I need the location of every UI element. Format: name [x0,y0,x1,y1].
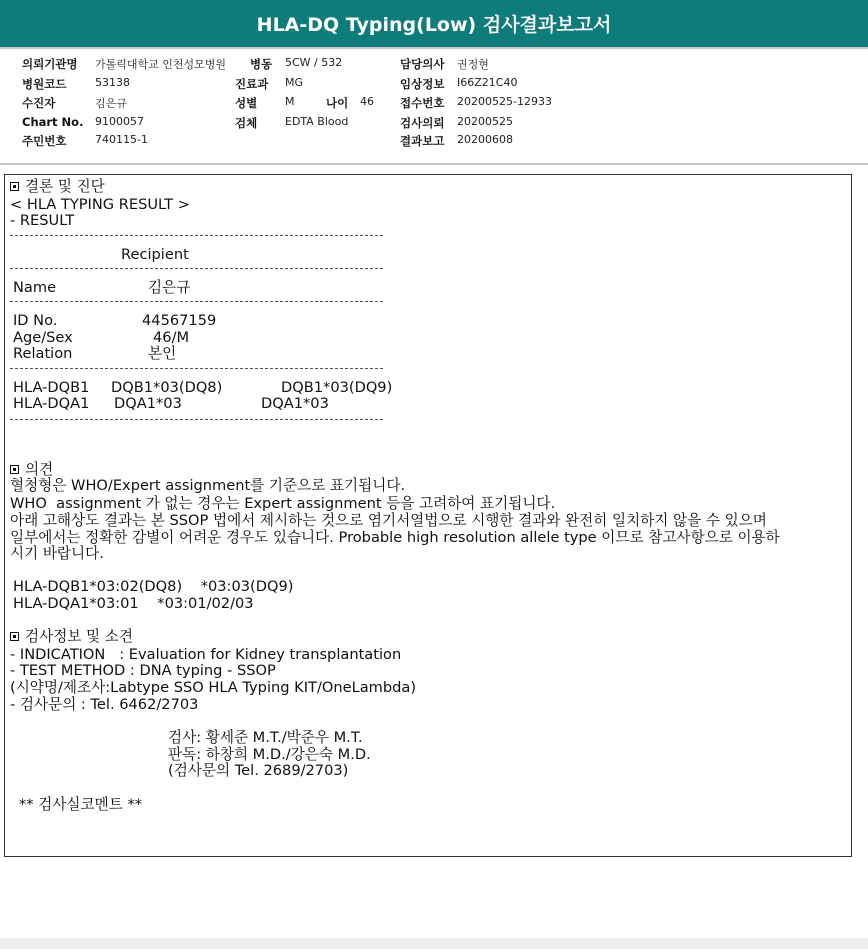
square-bullet-icon [10,465,19,474]
patient-value: 김은규 [95,97,127,110]
department-label: 진료과 [235,77,269,91]
section-conclusion-title: 결론 및 진단 [25,178,105,195]
ward-label: 병동 [250,57,273,71]
age-label: 나이 [326,96,349,110]
institution-label: 의뢰기관명 [22,57,78,71]
section-opinion-title: 의견 [25,461,54,478]
square-bullet-icon [10,632,19,641]
receipt-label: 접수번호 [400,96,445,110]
sex-value: M [285,95,295,108]
dashed-divider [10,301,383,302]
dqa1-allele-1: DQA1*03 [114,395,182,412]
report-title-bar [0,0,868,49]
name-value: 김은규 [148,279,191,296]
lab-comment-heading: ** 검사실코멘트 ** [19,796,143,813]
age-sex-label: Age/Sex [13,329,73,346]
hires-line: HLA-DQB1*03:02(DQ8) *03:03(DQ9) [13,578,294,595]
section-opinion-heading [10,461,53,478]
age-sex-value: 46/M [153,329,190,346]
report-title: HLA-DQ Typing(Low) 검사결과보고서 [256,14,612,36]
relation-value: 본인 [148,345,177,362]
clinical-info-label: 임상정보 [400,77,445,91]
typing-header: < HLA TYPING RESULT > [10,196,190,213]
report-body [4,174,852,857]
specimen-value: EDTA Blood [285,115,349,128]
dqa1-label: HLA-DQA1 [13,395,90,412]
request-value: 20200525 [457,115,513,128]
dqb1-label: HLA-DQB1 [13,379,90,396]
recipient-label: Recipient [121,246,189,263]
patient-label: 수진자 [22,96,56,110]
age-value: 46 [360,95,374,108]
info-line: (시약명/제조사:Labtype SSO HLA Typing KIT/OneLambda) [10,679,417,696]
resident-label: 주민번호 [22,134,67,148]
opinion-line: 아래 고해상도 결과는 본 SSOP 법에서 제시하는 것으로 염기서열법으로 시행한 결과와 완전히 일치하지 않을 수 있으며 [10,512,767,529]
dashed-divider [10,268,383,269]
opinion-line: 일부에서는 정확한 감별이 어려운 경우도 있습니다. Probable high resolution allele type 이므로 참고사항으로 이용하 [10,529,780,546]
receipt-value: 20200525-12933 [457,95,552,108]
info-line: - INDICATION : Evaluation for Kidney transplantation [10,646,402,663]
section-info-heading [10,628,133,645]
info-line: - 검사문의 : Tel. 6462/2703 [10,696,199,713]
chart-value: 9100057 [95,115,144,128]
info-line: - TEST METHOD : DNA typing - SSOP [10,662,276,679]
chart-label: Chart No. [22,115,84,129]
dashed-divider [10,419,383,420]
resident-value: 740115-1 [95,133,148,146]
report-date-value: 20200608 [457,133,513,146]
dqb1-allele-1: DQB1*03(DQ8) [111,379,223,396]
name-label: Name [13,279,57,296]
square-bullet-icon [10,182,19,191]
clinical-info-value: I66Z21C40 [457,76,518,89]
patient-info-block [0,53,868,163]
request-label: 검사의뢰 [400,116,445,130]
sex-label: 성별 [235,96,258,110]
result-header: - RESULT [10,212,75,229]
ward-value: 5CW / 532 [285,56,343,69]
doctor-value: 권정현 [457,58,489,71]
dashed-divider [10,368,383,369]
opinion-line: WHO assignment 가 없는 경우는 Expert assignment 등을 고려하여 표기됩니다. [10,495,556,512]
dqb1-allele-2: DQB1*03(DQ9) [281,379,393,396]
opinion-line: 혈청형은 WHO/Expert assignment를 기준으로 표기됩니다. [10,477,406,494]
bottom-band [0,938,868,949]
hospital-code-label: 병원코드 [22,77,67,91]
specimen-label: 검체 [235,116,258,130]
institution-value: 가톨릭대학교 인천성모병원 [95,58,227,71]
relation-label: Relation [13,345,73,362]
sign-line: 판독: 하창희 M.D./강은숙 M.D. [168,746,371,763]
hospital-code-value: 53138 [95,76,130,89]
sign-line: (검사문의 Tel. 2689/2703) [168,762,349,779]
doctor-label: 담당의사 [400,57,445,71]
dashed-divider [10,235,383,236]
report-date-label: 결과보고 [400,134,445,148]
sign-line: 검사: 황세준 M.T./박준우 M.T. [168,729,363,746]
header-divider [0,163,868,165]
hires-line: HLA-DQA1*03:01 *03:01/02/03 [13,595,254,612]
id-value: 44567159 [142,312,217,329]
opinion-line: 시기 바랍니다. [10,545,104,562]
section-conclusion-heading [10,178,105,195]
section-info-title: 검사정보 및 소견 [25,628,133,645]
dqa1-allele-2: DQA1*03 [261,395,329,412]
department-value: MG [285,76,304,89]
id-label: ID No. [13,312,58,329]
